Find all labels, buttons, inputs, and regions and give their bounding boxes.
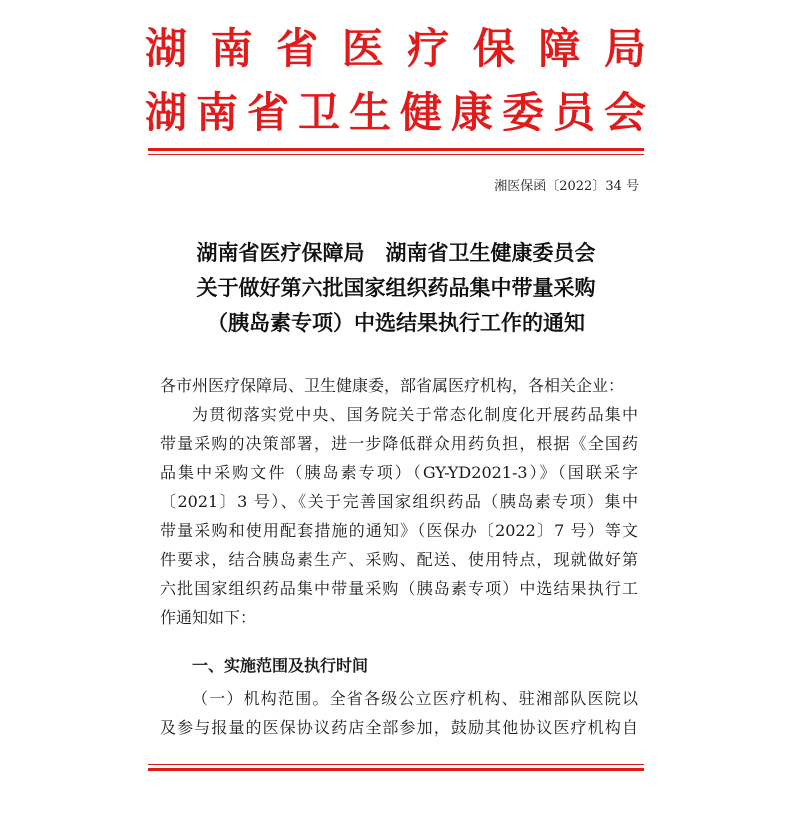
document-title-line-3: （胰岛素专项）中选结果执行工作的通知	[207, 310, 585, 335]
footer-divider-thick	[148, 768, 644, 771]
paragraph-line: （一）机构范围。全省各级公立医疗机构、驻湘部队医院以	[192, 689, 638, 708]
issuer-header-line-2: 湖南省卫生健康委员会	[145, 88, 647, 137]
document-number: 湘医保函〔2022〕34 号	[494, 179, 639, 194]
paragraph-line: 及参与报量的医保协议药店全部参加，鼓励其他协议医疗机构自	[160, 718, 638, 737]
paragraph-line: 品集中采购文件（胰岛素专项）（GY-YD2021-3）》（国联采字	[160, 463, 638, 482]
paragraph-line: 〔2021〕3 号）、《关于完善国家组织药品（胰岛素专项）集中	[160, 492, 638, 511]
paragraph-line: 件要求，结合胰岛素生产、采购、配送、使用特点，现就做好第	[160, 550, 638, 569]
paragraph-line: 六批国家组织药品集中带量采购（胰岛素专项）中选结果执行工	[160, 579, 638, 598]
section-heading: 一、实施范围及执行时间	[192, 656, 369, 675]
header-divider-thin	[148, 154, 644, 155]
paragraph-line: 带量采购的决策部署，进一步降低群众用药负担，根据《全国药	[160, 434, 638, 453]
paragraph-line: 作通知如下：	[160, 608, 257, 627]
issuer-header-line-1: 湖南省医疗保障局	[145, 24, 647, 73]
footer-divider-thin	[148, 764, 644, 765]
paragraph-line: 带量采购和使用配套措施的通知》（医保办〔2022〕7 号）等文	[160, 521, 638, 540]
salutation: 各市州医疗保障局、卫生健康委，部省属医疗机构，各相关企业：	[160, 376, 625, 395]
document-title-line-1: 湖南省医疗保障局 湖南省卫生健康委员会	[196, 240, 596, 265]
document-title-line-2: 关于做好第六批国家组织药品集中带量采购	[196, 275, 596, 300]
header-divider-thick	[148, 148, 644, 151]
paragraph-line: 为贯彻落实党中央、国务院关于常态化制度化开展药品集中	[192, 405, 638, 424]
